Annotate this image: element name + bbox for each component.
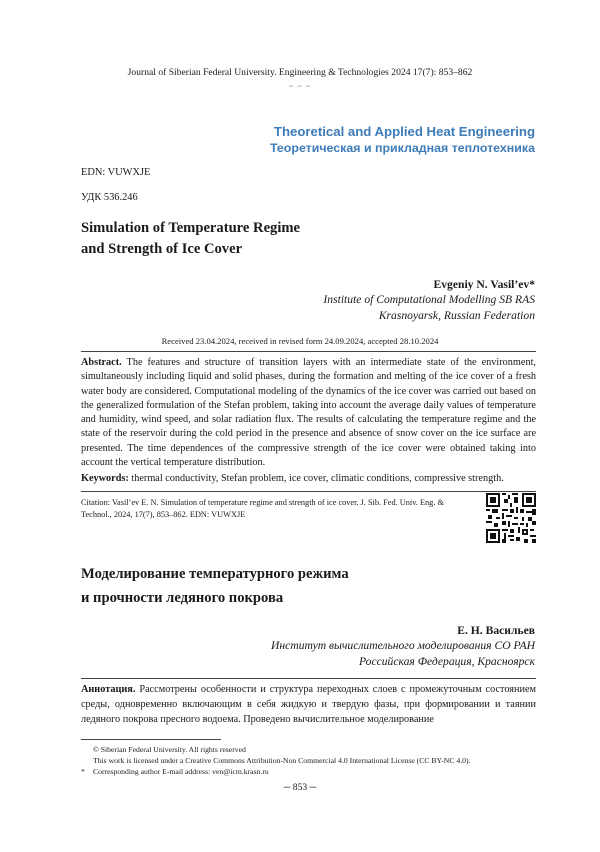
udk-code: УДК 536.246 [81,192,138,203]
qr-code-icon [486,493,536,543]
keywords-text: thermal conductivity, Stefan problem, ice cover, climatic conditions, compressive strength. [128,473,504,484]
footnotes [81,744,541,777]
page-number: ─ 853 ─ [283,782,317,793]
article-title-ru [81,564,349,609]
journal-header: Journal of Siberian Federal University. Engineering & Technologies 2024 17(7): 853–862 [127,67,473,78]
author-name-en: Evgeniy N. Vasil’ev* [433,278,535,291]
abstract-en [81,356,536,470]
corresponding-mark: * [81,767,85,776]
citation: Citation: Vasil’ev E. N. Simulation of temperature regime and strength of ice cover. J. Sib. Fed. Univ. Eng. & Technol., 2024, 17(7), 853–862. EDN: VUWXJE [81,498,444,519]
edn-code: EDN: VUWXJE [81,167,151,178]
corresponding-author-note: Corresponding author E-mail address: ven@icm.krasn.ru [93,767,269,776]
author-name-ru: Е. Н. Васильев [457,624,535,637]
keywords-label: Keywords: [81,473,129,484]
affiliation-ru-line1: Институт вычислительного моделирования СО РАН [271,639,535,652]
affiliation-ru-line2: Российская Федерация, Красноярск [358,655,535,668]
keywords-en [81,472,536,486]
article-title-en-line1: Simulation of Temperature Regime [81,220,301,236]
abstract-text-en: The features and structure of transition layers with an intermediate state of the environment, simultaneously including liquid and solid phases, during the formation and melting of the ice cover of a fresh water body are considered. Computational modeling of the dynamics of the ice cover was carried out based on the generalized formulation of the Stefan problem, taking into account the average daily values of temperature and humidity, wind speed, and solar radiation flux. The results of calculating the temperature regime and the state of the reservoir during the cold period in the presence and absence of snow cover on the ice surface are presented. The time dependences of the compressive strength of the ice cover were obtained taking into account the vertical temperature distribution. [81,357,536,469]
copyright-note: © Siberian Federal University. All rights reserved [93,745,246,754]
abstract-top-rule [81,351,536,352]
abstract-ru-top-rule [81,678,536,679]
affiliation-en-line2: Krasnoyarsk, Russian Federation [378,309,535,322]
header-ornament: ~ ~ ~ [289,82,311,91]
received-dates: Received 23.04.2024, received in revised form 24.09.2024, accepted 28.10.2024 [161,336,439,346]
article-title-ru-line2: и прочности ледяного покрова [81,590,284,606]
article-title-ru-line1: Моделирование температурного режима [81,566,349,582]
affiliation-en-line1: Institute of Computational Modelling SB RAS [323,293,535,306]
article-title-en [81,218,300,260]
affiliation-en [323,292,535,324]
abstract-ru [81,683,536,727]
license-note: This work is licensed under a Creative Commons Attribution-Non Commercial 4.0 International License (CC BY-NC 4.0). [93,756,471,765]
article-title-en-line2: and Strength of Ice Cover [81,241,243,257]
abstract-label-en: Abstract. [81,357,122,368]
abstract-text-ru: Рассмотрены особенности и структура переходных слоев с промежуточным состоянием среды, одновременно включающим в себя жидкую и твердую фазы, при формировании и таянии ледяного покрова пресного водоема. Проведено вычислительное моделирование [81,684,536,725]
affiliation-ru [271,638,535,670]
footnote-rule [81,739,221,740]
citation-top-rule [81,491,536,492]
section-title-en: Theoretical and Applied Heat Engineering [273,124,535,139]
section-title-ru: Теоретическая и прикладная теплотехника [269,141,535,155]
abstract-label-ru: Аннотация. [81,684,136,695]
